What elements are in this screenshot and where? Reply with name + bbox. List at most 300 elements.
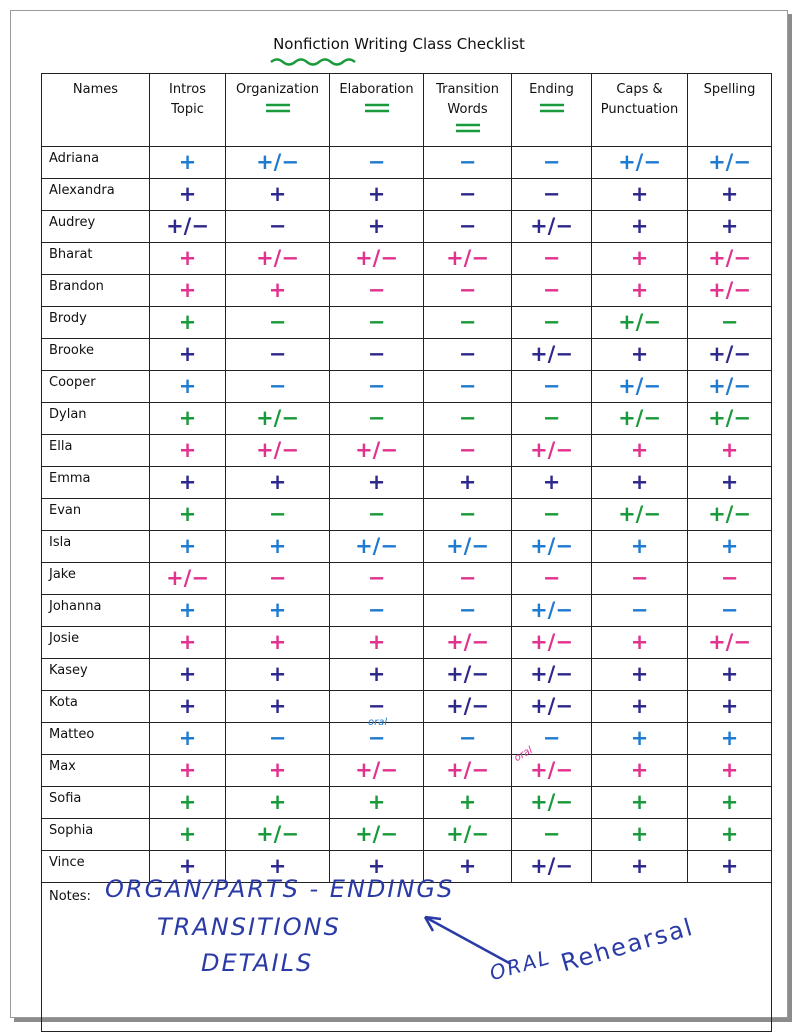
grade-mark: +/− — [530, 214, 573, 238]
grade-mark: +/− — [530, 694, 573, 718]
grade-mark: − — [458, 566, 477, 590]
grade-cell — [424, 723, 512, 755]
grade-cell — [226, 243, 330, 275]
student-name: Bharat — [42, 243, 150, 275]
grade-cell — [226, 563, 330, 595]
grade-mark: − — [268, 502, 287, 526]
grade-mark: + — [367, 854, 386, 878]
grade-mark: − — [458, 278, 477, 302]
grade-mark: +/− — [530, 790, 573, 814]
grade-cell — [592, 659, 688, 691]
table-row — [42, 243, 772, 275]
grade-mark: +/− — [446, 662, 489, 686]
grade-cell — [226, 179, 330, 211]
grade-cell — [512, 595, 592, 627]
grade-mark: + — [630, 854, 649, 878]
grade-cell — [226, 659, 330, 691]
grade-cell — [424, 755, 512, 787]
grade-cell — [688, 435, 772, 467]
grade-cell — [226, 531, 330, 563]
grade-mark: − — [367, 566, 386, 590]
grade-cell — [512, 627, 592, 659]
grade-mark: +/− — [446, 246, 489, 270]
grade-mark: − — [720, 566, 739, 590]
grade-cell — [330, 435, 424, 467]
grade-cell — [330, 717, 424, 755]
oral-annotation: oral — [368, 717, 388, 728]
grade-cell — [150, 787, 226, 819]
grade-cell — [330, 275, 424, 307]
grade-mark: + — [630, 694, 649, 718]
student-name: Jake — [42, 563, 150, 595]
grade-cell — [424, 531, 512, 563]
grade-mark: +/− — [166, 566, 209, 590]
grade-mark: + — [630, 822, 649, 846]
grade-mark: − — [367, 502, 386, 526]
grade-mark: − — [268, 214, 287, 238]
grade-cell — [592, 499, 688, 531]
grade-cell — [150, 307, 226, 339]
grade-mark: − — [367, 694, 386, 718]
grade-mark: +/− — [618, 310, 661, 334]
grade-mark: + — [178, 278, 197, 302]
grade-cell — [150, 723, 226, 755]
student-name: Audrey — [42, 211, 150, 243]
grade-mark: + — [458, 790, 477, 814]
grade-cell — [512, 851, 592, 883]
column-header-1: Intros Topic — [150, 74, 226, 147]
grade-mark: + — [720, 214, 739, 238]
grade-mark: − — [542, 374, 561, 398]
student-name: Ella — [42, 435, 150, 467]
grade-mark: − — [458, 214, 477, 238]
grade-mark: + — [720, 822, 739, 846]
grade-mark: +/− — [256, 246, 299, 270]
grade-cell — [512, 243, 592, 275]
double-underline-icon — [453, 122, 483, 134]
grade-cell — [688, 659, 772, 691]
grade-cell — [150, 147, 226, 179]
grade-cell — [512, 403, 592, 435]
grade-cell — [592, 435, 688, 467]
grade-mark: + — [367, 214, 386, 238]
grade-mark: + — [720, 694, 739, 718]
grade-mark: + — [720, 182, 739, 206]
student-name: Evan — [42, 499, 150, 531]
grade-cell — [226, 755, 330, 787]
grade-mark: +/− — [530, 758, 573, 782]
grade-mark: +/− — [618, 374, 661, 398]
table-row — [42, 531, 772, 563]
grade-cell — [330, 179, 424, 211]
table-row — [42, 499, 772, 531]
grade-mark: +/− — [530, 598, 573, 622]
grade-mark: − — [268, 310, 287, 334]
grade-cell — [424, 627, 512, 659]
grade-mark: + — [178, 406, 197, 430]
grade-mark: − — [630, 566, 649, 590]
grade-mark: +/− — [355, 534, 398, 558]
grade-cell — [592, 339, 688, 371]
student-name: Josie — [42, 627, 150, 659]
grade-cell — [150, 659, 226, 691]
student-name: Matteo — [42, 723, 150, 755]
grade-mark: + — [458, 854, 477, 878]
grade-cell — [688, 211, 772, 243]
table-row — [42, 627, 772, 659]
grade-cell — [424, 147, 512, 179]
grade-mark: + — [178, 694, 197, 718]
table-row — [42, 179, 772, 211]
grade-mark: − — [542, 726, 561, 750]
grade-mark: + — [178, 374, 197, 398]
grade-mark: +/− — [530, 438, 573, 462]
grade-mark: +/− — [708, 342, 751, 366]
grade-cell — [512, 435, 592, 467]
grade-cell — [330, 307, 424, 339]
grade-mark: +/− — [166, 214, 209, 238]
grade-cell — [330, 659, 424, 691]
table-row — [42, 371, 772, 403]
grade-mark: + — [720, 662, 739, 686]
grade-cell — [592, 595, 688, 627]
grade-cell — [226, 403, 330, 435]
grade-cell — [688, 627, 772, 659]
table-row — [42, 307, 772, 339]
table-row — [42, 595, 772, 627]
grade-cell — [688, 467, 772, 499]
notes-line-2: TRANSITIONS — [157, 913, 341, 941]
grade-cell — [592, 403, 688, 435]
grade-mark: + — [268, 854, 287, 878]
student-name: Sophia — [42, 819, 150, 851]
grade-mark: +/− — [530, 854, 573, 878]
grade-mark: + — [630, 662, 649, 686]
grade-cell — [688, 531, 772, 563]
grade-mark: − — [542, 278, 561, 302]
student-name: Johanna — [42, 595, 150, 627]
grade-mark: + — [720, 470, 739, 494]
grade-mark: +/− — [355, 758, 398, 782]
notes-row — [42, 883, 772, 1032]
student-name: Isla — [42, 531, 150, 563]
grade-cell — [150, 435, 226, 467]
grade-mark: + — [720, 758, 739, 782]
student-name: Brooke — [42, 339, 150, 371]
grade-mark: − — [458, 342, 477, 366]
grade-cell — [512, 467, 592, 499]
grade-cell — [512, 691, 592, 723]
grade-mark: − — [458, 406, 477, 430]
grade-cell — [688, 595, 772, 627]
grade-mark: + — [630, 246, 649, 270]
grade-mark: +/− — [256, 822, 299, 846]
grade-mark: +/− — [708, 278, 751, 302]
grade-cell — [424, 787, 512, 819]
grade-mark: +/− — [708, 150, 751, 174]
grade-cell — [424, 403, 512, 435]
grade-mark: +/− — [355, 822, 398, 846]
grade-mark: + — [268, 598, 287, 622]
grade-cell — [150, 563, 226, 595]
notes-line-3: DETAILS — [201, 949, 314, 977]
grade-mark: +/− — [708, 374, 751, 398]
grade-cell — [226, 147, 330, 179]
grade-cell — [688, 819, 772, 851]
grade-mark: +/− — [708, 630, 751, 654]
column-header-2: Organization — [226, 74, 330, 147]
grade-mark: − — [542, 502, 561, 526]
grade-cell — [330, 787, 424, 819]
grade-mark: − — [367, 598, 386, 622]
grade-mark: +/− — [256, 438, 299, 462]
checklist-sheet — [10, 10, 788, 1018]
table-row — [42, 819, 772, 851]
grade-mark: + — [268, 278, 287, 302]
notes-rehearsal: Rehearsal — [557, 912, 698, 978]
grade-cell — [512, 659, 592, 691]
student-name: Brandon — [42, 275, 150, 307]
column-header-6: Caps & Punctuation — [592, 74, 688, 147]
grade-cell — [592, 531, 688, 563]
grade-mark: + — [268, 758, 287, 782]
grade-mark: +/− — [708, 406, 751, 430]
grade-cell — [226, 723, 330, 755]
student-name: Sofia — [42, 787, 150, 819]
grade-cell — [150, 595, 226, 627]
grade-mark: − — [458, 726, 477, 750]
grade-mark: + — [178, 438, 197, 462]
double-underline-icon — [362, 102, 392, 114]
grade-cell — [512, 531, 592, 563]
grade-mark: − — [367, 374, 386, 398]
grade-cell — [688, 723, 772, 755]
grade-cell — [150, 755, 226, 787]
student-name: Max — [42, 755, 150, 787]
table-row — [42, 787, 772, 819]
grade-mark: − — [720, 598, 739, 622]
grade-mark: − — [720, 310, 739, 334]
grade-cell — [592, 467, 688, 499]
grade-mark: − — [367, 726, 386, 750]
grade-mark: + — [630, 790, 649, 814]
column-header-3: Elaboration — [330, 74, 424, 147]
table-row — [42, 691, 772, 723]
grade-mark: + — [268, 790, 287, 814]
grade-cell — [688, 755, 772, 787]
grade-cell — [330, 339, 424, 371]
table-row — [42, 467, 772, 499]
grade-mark: +/− — [355, 246, 398, 270]
page-title — [11, 35, 787, 53]
grade-mark: +/− — [446, 694, 489, 718]
grade-mark: + — [178, 182, 197, 206]
grade-cell — [592, 819, 688, 851]
double-underline-icon — [263, 102, 293, 114]
student-name: Emma — [42, 467, 150, 499]
grade-mark: − — [458, 598, 477, 622]
student-name: Dylan — [42, 403, 150, 435]
grade-cell — [592, 851, 688, 883]
grade-mark: + — [178, 758, 197, 782]
grade-mark: +/− — [530, 534, 573, 558]
student-name: Brody — [42, 307, 150, 339]
grade-cell — [424, 275, 512, 307]
grade-mark: + — [367, 470, 386, 494]
grade-cell — [330, 531, 424, 563]
grade-cell — [424, 819, 512, 851]
grade-mark: + — [178, 822, 197, 846]
header-row — [42, 74, 772, 147]
grade-cell — [226, 467, 330, 499]
oral-annotation: oral — [512, 744, 535, 765]
grade-cell — [424, 211, 512, 243]
grade-mark: + — [268, 534, 287, 558]
grade-mark: + — [178, 630, 197, 654]
grade-mark: − — [367, 342, 386, 366]
table-row — [42, 755, 772, 787]
grade-mark: − — [458, 182, 477, 206]
grade-cell — [512, 499, 592, 531]
grade-cell — [330, 819, 424, 851]
grade-cell — [150, 467, 226, 499]
grade-mark: − — [458, 150, 477, 174]
grade-cell — [592, 275, 688, 307]
grade-cell — [688, 339, 772, 371]
grade-mark: − — [367, 406, 386, 430]
grade-mark: + — [720, 438, 739, 462]
grade-cell — [592, 691, 688, 723]
notes-label: Notes: — [42, 883, 772, 1032]
grade-cell — [688, 147, 772, 179]
grade-cell — [150, 531, 226, 563]
grade-cell — [512, 819, 592, 851]
grade-cell — [424, 499, 512, 531]
grade-cell — [512, 563, 592, 595]
grade-cell — [330, 147, 424, 179]
grade-mark: +/− — [708, 502, 751, 526]
grade-cell — [226, 595, 330, 627]
grade-cell — [688, 275, 772, 307]
grade-cell — [592, 723, 688, 755]
grade-cell — [688, 563, 772, 595]
table-row — [42, 403, 772, 435]
grade-mark: + — [178, 470, 197, 494]
grade-mark: + — [630, 342, 649, 366]
grade-mark: + — [178, 246, 197, 270]
grade-mark: + — [178, 790, 197, 814]
grade-cell — [330, 563, 424, 595]
grade-mark: − — [458, 438, 477, 462]
grade-mark: +/− — [355, 438, 398, 462]
grade-cell — [592, 211, 688, 243]
grade-mark: − — [268, 374, 287, 398]
student-name: Kota — [42, 691, 150, 723]
grade-mark: +/− — [530, 662, 573, 686]
grade-cell — [512, 147, 592, 179]
grade-mark: + — [630, 438, 649, 462]
grade-mark: + — [268, 694, 287, 718]
grade-cell — [330, 211, 424, 243]
grade-mark: + — [268, 662, 287, 686]
table-row — [42, 563, 772, 595]
grade-mark: +/− — [256, 150, 299, 174]
grade-mark: − — [542, 406, 561, 430]
grade-cell — [330, 627, 424, 659]
grade-cell — [592, 787, 688, 819]
grade-mark: +/− — [446, 534, 489, 558]
grade-cell — [330, 755, 424, 787]
grade-cell — [226, 819, 330, 851]
grade-cell — [226, 499, 330, 531]
grade-cell — [424, 371, 512, 403]
grade-cell — [512, 339, 592, 371]
grade-mark: +/− — [618, 406, 661, 430]
grade-mark: + — [720, 534, 739, 558]
notes-line-1: ORGAN/PARTS - ENDINGS — [105, 875, 455, 903]
grade-cell — [424, 659, 512, 691]
grade-cell — [688, 403, 772, 435]
student-name: Alexandra — [42, 179, 150, 211]
grade-mark: + — [178, 150, 197, 174]
grade-cell — [226, 339, 330, 371]
grade-mark: + — [630, 630, 649, 654]
grade-cell — [688, 787, 772, 819]
grade-cell — [512, 179, 592, 211]
grade-mark: + — [630, 726, 649, 750]
table-row — [42, 659, 772, 691]
grade-cell — [226, 691, 330, 723]
grade-mark: − — [542, 566, 561, 590]
grade-mark: +/− — [446, 822, 489, 846]
grade-cell — [226, 435, 330, 467]
grade-cell — [226, 275, 330, 307]
notes-oral: ORAL — [486, 944, 554, 986]
grade-cell — [424, 339, 512, 371]
squiggle-underline-icon — [269, 57, 361, 67]
grade-cell — [226, 787, 330, 819]
grade-mark: − — [458, 502, 477, 526]
grade-mark: +/− — [708, 246, 751, 270]
grade-mark: + — [542, 470, 561, 494]
grade-cell — [688, 243, 772, 275]
table-row — [42, 339, 772, 371]
student-name: Vince — [42, 851, 150, 883]
grade-mark: +/− — [446, 630, 489, 654]
column-header-7: Spelling — [688, 74, 772, 147]
grade-cell — [688, 851, 772, 883]
student-name: Cooper — [42, 371, 150, 403]
table-row — [42, 147, 772, 179]
grade-mark: − — [268, 342, 287, 366]
grade-mark: +/− — [618, 150, 661, 174]
table-row — [42, 211, 772, 243]
grade-mark: − — [458, 374, 477, 398]
grade-cell — [592, 755, 688, 787]
grade-cell — [150, 499, 226, 531]
grade-cell — [512, 744, 592, 787]
grade-cell — [512, 307, 592, 339]
grade-mark: + — [720, 854, 739, 878]
grade-mark: + — [367, 630, 386, 654]
grade-cell — [592, 371, 688, 403]
grade-cell — [330, 243, 424, 275]
grade-mark: +/− — [256, 406, 299, 430]
grade-cell — [592, 563, 688, 595]
grade-cell — [688, 307, 772, 339]
grade-cell — [688, 691, 772, 723]
grade-mark: − — [630, 598, 649, 622]
